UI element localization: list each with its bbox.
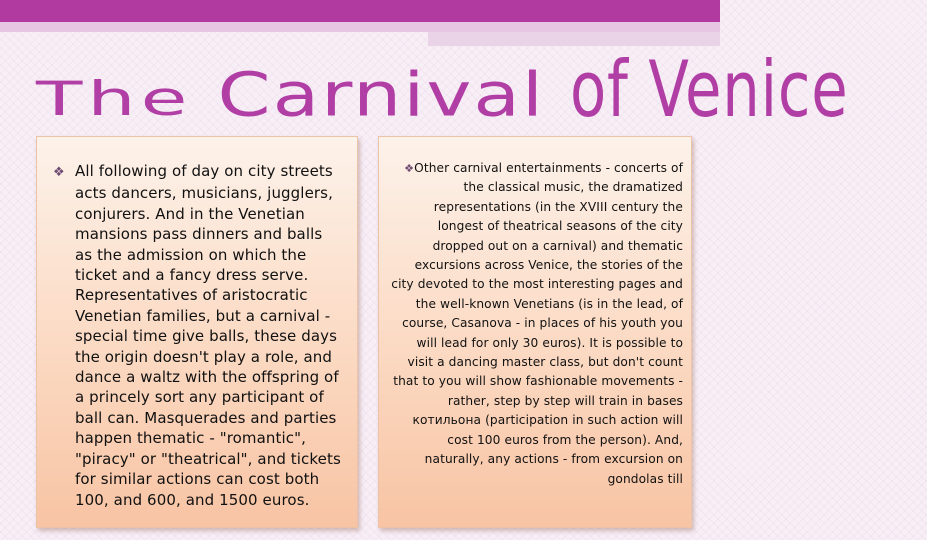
left-paragraph-text: All following of day on city streets acts dancers, musicians, jugglers, conjurers. And in the Venetian mansions pass dinners and balls as the admission on which the ticket and a fancy dress serve. Representatives of aristocratic Venetian families, but a carnival - special time give balls, these days the origin doesn't play a role, and dance a waltz with the offspring of a princely sort any participant of ball can. Masquerades and parties happen thematic - "romantic", "piracy" or "theatrical", and tickets for similar actions can cost both 100, and 600, and 1500 euros. bbox=[75, 162, 341, 509]
left-paragraph bbox=[53, 161, 343, 510]
right-paragraph bbox=[389, 159, 683, 489]
bullet-diamond-icon: ❖ bbox=[53, 165, 65, 180]
title-word-carnival: Carnival bbox=[217, 58, 546, 130]
title-words-of-venice: of Venice bbox=[570, 43, 849, 135]
slide-title bbox=[36, 40, 849, 140]
left-text-panel bbox=[36, 136, 358, 528]
right-text-panel bbox=[378, 136, 692, 528]
title-word-the: The bbox=[36, 71, 193, 127]
top-accent-bar bbox=[0, 0, 720, 22]
bullet-diamond-icon: ❖ bbox=[404, 162, 415, 175]
right-paragraph-text: Other carnival entertainments - concerts of the classical music, the dramatized representations (in the XVIII century the longest of theatrical seasons of the city dropped out on a carnival) and thematic excursions across Venice, the stories of the city devoted to the most interesting pages and the well-known Venetians (is in the lead, of course, Casanova - in places of his youth you will lead for only 30 euros). It is possible to visit a dancing master class, but don't count that to you will show fashionable movements - rather, step by step will train in bases котильона (participation in such action will cost 100 euros from the person). And, naturally, any actions - from excursion on gondolas till bbox=[391, 161, 683, 486]
top-accent-strip bbox=[0, 22, 720, 32]
